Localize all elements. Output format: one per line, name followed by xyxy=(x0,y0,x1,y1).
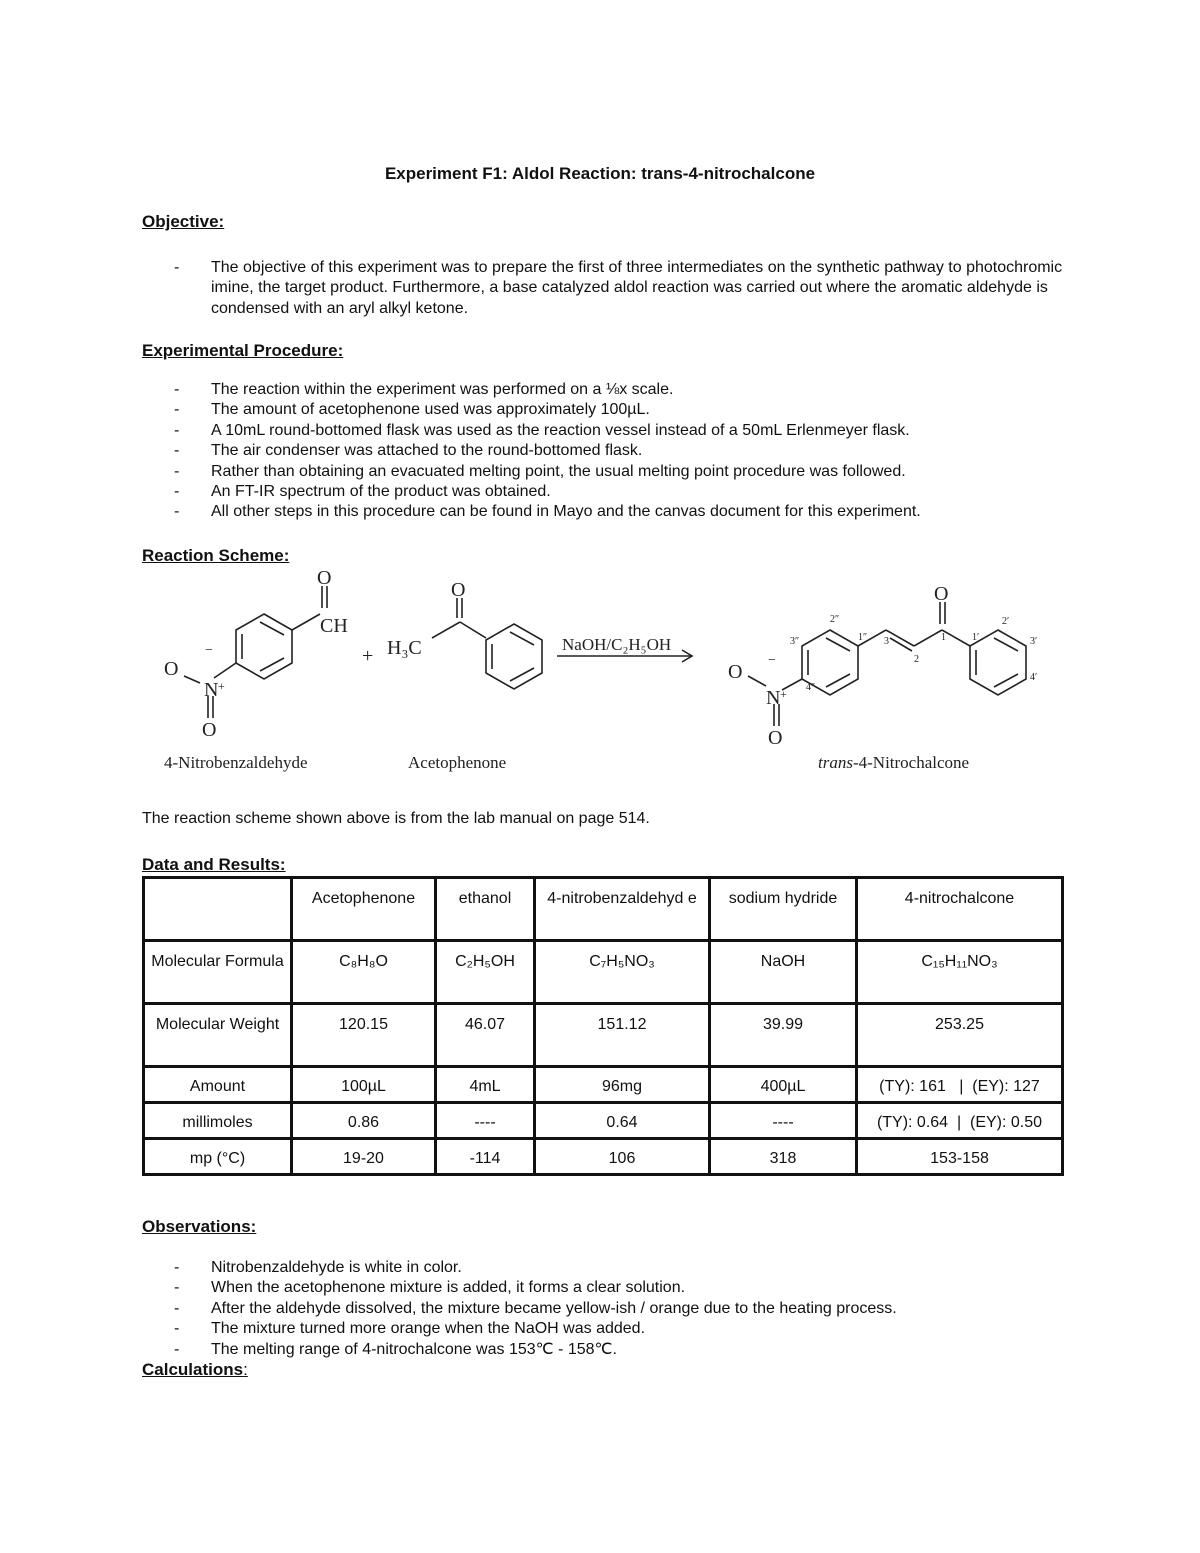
row-label: mp (°C) xyxy=(144,1139,292,1175)
charge-label: − xyxy=(768,653,776,668)
table-cell: ---- xyxy=(710,1103,857,1139)
calculations-heading: Calculations: xyxy=(142,1360,248,1379)
position-number: 4″ xyxy=(806,682,816,693)
procedure-list xyxy=(174,380,1074,523)
observations-heading: Observations: xyxy=(142,1217,257,1236)
table-cell: NaOH xyxy=(710,941,857,1004)
table-header-cell: ethanol xyxy=(436,878,535,941)
table-cell: ---- xyxy=(436,1103,535,1139)
table-row xyxy=(144,1004,1063,1067)
document-title: Experiment F1: Aldol Reaction: trans-4-nitrochalcone xyxy=(384,164,816,183)
reactant-name: Acetophenone xyxy=(408,753,507,772)
table-cell: C₁₅H₁₁NO₃ xyxy=(857,941,1063,1004)
list-item: - The reaction within the experiment was performed on a ⅛x scale. xyxy=(174,381,674,398)
list-item: - The mixture turned more orange when the NaOH was added. xyxy=(174,1320,646,1338)
atom-label: N xyxy=(204,679,219,701)
table-cell: 46.07 xyxy=(436,1004,535,1067)
table-cell: (TY): 0.64 | (EY): 0.50 xyxy=(857,1103,1063,1139)
data-table xyxy=(142,876,1064,1176)
table-header-cell: Acetophenone xyxy=(292,878,436,941)
table-cell: 4mL xyxy=(436,1067,535,1103)
product-name: trans-4-Nitrochalcone xyxy=(818,753,970,772)
table-row xyxy=(144,1103,1063,1139)
table-cell: 19-20 xyxy=(292,1139,436,1175)
atom-label: H₃C xyxy=(387,637,422,659)
table-cell: 151.12 xyxy=(535,1004,710,1067)
atom-label: N xyxy=(766,687,781,709)
list-item: - A 10mL round-bottomed flask was used as the reaction vessel instead of a 50mL Erlenmeyer flask. xyxy=(174,421,910,439)
atom-label: CH xyxy=(320,615,348,637)
atom-label: O xyxy=(164,658,179,680)
row-label: Amount xyxy=(144,1067,292,1103)
table-cell: 318 xyxy=(710,1139,857,1175)
reagent-label: NaOH/C₂H₅OH xyxy=(562,635,672,654)
procedure-heading: Experimental Procedure: xyxy=(142,341,344,360)
position-number: 1′ xyxy=(972,632,980,643)
plus-sign: + xyxy=(362,645,374,667)
list-item: - The air condenser was attached to the round-bottomed flask. xyxy=(174,442,643,460)
objective-heading: Objective: xyxy=(142,212,225,231)
table-cell: 400µL xyxy=(710,1067,857,1103)
table-row xyxy=(144,941,1063,1004)
table-cell: 96mg xyxy=(535,1067,710,1103)
table-header-cell: 4-nitrobenzaldehyd e xyxy=(535,878,710,941)
position-number: 2′ xyxy=(1002,616,1010,627)
table-row xyxy=(144,1067,1063,1103)
list-item: - The melting range of 4-nitrochalcone was 153℃ - 158℃. xyxy=(174,1340,617,1358)
table-cell: 106 xyxy=(535,1139,710,1175)
reaction-scheme-diagram xyxy=(142,568,1042,778)
row-label: millimoles xyxy=(144,1103,292,1139)
observations-list xyxy=(174,1258,1074,1360)
position-number: 3′ xyxy=(1030,636,1038,647)
table-cell: C₈H₈O xyxy=(292,941,436,1004)
table-header-cell: sodium hydride xyxy=(710,878,857,941)
charge-label: + xyxy=(218,679,225,693)
position-number: 2″ xyxy=(830,614,840,625)
table-cell: 253.25 xyxy=(857,1004,1063,1067)
data-heading: Data and Results: xyxy=(142,855,286,874)
table-row xyxy=(144,1139,1063,1175)
table-cell: -114 xyxy=(436,1139,535,1175)
list-item: - Rather than obtaining an evacuated melting point, the usual melting point procedure was followed. xyxy=(174,462,906,480)
position-number: 3″ xyxy=(790,636,800,647)
position-number: 3 xyxy=(884,636,889,647)
atom-label: O xyxy=(768,727,783,749)
atom-label: O xyxy=(728,661,743,683)
atom-label: O xyxy=(202,719,217,741)
list-item: - Nitrobenzaldehyde is white in color. xyxy=(174,1259,462,1276)
table-header-cell: 4-nitrochalcone xyxy=(857,878,1063,941)
table-cell: (TY): 161 | (EY): 127 xyxy=(857,1067,1063,1103)
reactant-name: 4-Nitrobenzaldehyde xyxy=(164,753,308,772)
position-number: 1″ xyxy=(858,632,868,643)
atom-label: O xyxy=(451,579,466,601)
table-header-row xyxy=(144,878,1063,941)
charge-label: − xyxy=(205,643,213,658)
list-item: - The amount of acetophenone used was approximately 100µL. xyxy=(174,401,650,419)
atom-label: O xyxy=(317,568,332,589)
position-number: 2 xyxy=(914,654,919,665)
list-item: - When the acetophenone mixture is added, it forms a clear solution. xyxy=(174,1279,686,1297)
table-cell: 0.64 xyxy=(535,1103,710,1139)
list-item: - After the aldehyde dissolved, the mixture became yellow-ish / orange due to the heating process. xyxy=(174,1299,897,1317)
table-cell: 0.86 xyxy=(292,1103,436,1139)
position-number: 1 xyxy=(941,632,946,643)
list-item: - All other steps in this procedure can be found in Mayo and the canvas document for this experiment. xyxy=(174,503,921,521)
table-cell: C₂H₅OH xyxy=(436,941,535,1004)
charge-label: + xyxy=(780,687,787,701)
objective-list xyxy=(174,258,1074,319)
table-cell: C₇H₅NO₃ xyxy=(535,941,710,1004)
position-number: 4′ xyxy=(1030,672,1038,683)
list-item: - The objective of this experiment was to prepare the first of three intermediates on the synthetic pathway to photochromic imine, the target product. Furthermore, a base catalyzed aldol reaction was carried out where the aromatic aldehyde is condensed with an aryl alkyl ketone. xyxy=(174,259,1063,317)
scheme-caption: The reaction scheme shown above is from the lab manual on page 514. xyxy=(142,810,650,827)
table-cell: 153-158 xyxy=(857,1139,1063,1175)
table-header-cell xyxy=(144,878,292,941)
atom-label: O xyxy=(934,583,949,605)
scheme-heading: Reaction Scheme: xyxy=(142,546,290,565)
list-item: - An FT-IR spectrum of the product was obtained. xyxy=(174,483,551,501)
table-cell: 120.15 xyxy=(292,1004,436,1067)
table-cell: 100µL xyxy=(292,1067,436,1103)
row-label: Molecular Formula xyxy=(144,941,292,1004)
table-cell: 39.99 xyxy=(710,1004,857,1067)
row-label: Molecular Weight xyxy=(144,1004,292,1067)
